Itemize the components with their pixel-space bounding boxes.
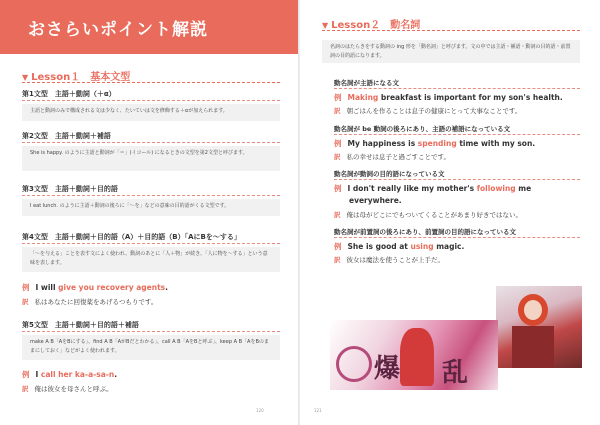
item3-note: I eat lunch. のように主語＋動詞の後ろに「～を」などの意味の目的語がくる文型です。	[22, 199, 280, 216]
item4-rule	[22, 243, 280, 244]
lesson1-title: ▼ Lesson１ 基本文型	[22, 72, 131, 83]
lesson1-rule	[22, 82, 280, 83]
section4-heading: 動名詞が前置詞の後ろにあり、前置詞の目的語になっている文	[334, 228, 516, 236]
example2: 例 I call her ka-a-sa-n.	[22, 370, 118, 379]
translation-tag: 訳	[22, 298, 29, 306]
character-body	[512, 326, 554, 368]
page-number-right: 121	[314, 408, 322, 413]
highlight: call her ka-a-sa-n	[40, 370, 115, 379]
item2-rule	[22, 142, 280, 143]
section2-example: 例 My happiness is spending time with my son.	[334, 139, 536, 148]
section4-rule	[334, 237, 580, 238]
example1: 例 I will give you recovery agents.	[22, 283, 168, 292]
scene-glyph: 乱	[442, 358, 469, 388]
highlight: using	[410, 242, 434, 251]
translation-tag: 訳	[334, 107, 341, 115]
page-number-left: 120	[256, 408, 264, 413]
section3-rule	[334, 179, 580, 180]
item1-note: 主語と動詞のみで構成される文は少なく、たいていは文を修飾する＋αが加えられます。	[22, 104, 280, 121]
translation-tag: 訳	[22, 385, 29, 393]
section1-example: 例 Making breakfast is important for my son's health.	[334, 93, 563, 102]
section3-example-cont: everywhere.	[349, 196, 402, 205]
lesson2-intro: 名詞のはたらきをする動詞の ing 形を「動名詞」と呼びます。文の中では主語・補語・動詞の目的語・前置詞の目的語になります。	[322, 40, 580, 63]
triangle-icon: ▼	[322, 21, 329, 30]
section1-rule	[334, 88, 580, 89]
translation2: 訳 俺は彼女を母さんと呼ぶ。	[22, 385, 113, 393]
item2-heading: 第2文型 主語＋動詞＋補語	[22, 132, 111, 140]
item4-heading: 第4文型 主語＋動詞＋目的語（A）＋目的語（B）「AにBを～する」	[22, 233, 241, 241]
translation1: 訳 私はあなたに回復薬をあげるつもりです。	[22, 298, 158, 306]
item1-rule	[22, 100, 280, 101]
item2-note: She is happy. のように主語と動詞が「＝」(イコール) になるときの文型を第2文型と呼びます。	[22, 146, 280, 171]
section4-example: 例 She is good at using magic.	[334, 242, 465, 251]
character-figure	[400, 328, 434, 386]
example-tag: 例	[334, 93, 342, 102]
example-tag: 例	[334, 139, 342, 148]
item5-rule	[22, 331, 280, 332]
section2-rule	[334, 134, 580, 135]
right-page	[300, 0, 600, 425]
highlight: spending	[417, 139, 457, 148]
scene-glyph: 爆	[374, 354, 401, 384]
section4-translation: 訳 彼女は魔法を使うことが上手だ。	[334, 256, 444, 264]
highlight: give you recovery agents	[58, 283, 166, 292]
triangle-icon: ▼	[22, 73, 29, 82]
item5-note: make A B「AをBにする」、find A B「AがBだとわかる」、call A B「AをBと呼ぶ」、keep A B「AをBのままにしておく」などがよく使われます。	[22, 335, 280, 360]
section1-translation: 訳 朝ごはんを作ることは息子の健康にとって大事なことです。	[334, 107, 522, 115]
magic-circle	[336, 346, 372, 382]
lesson2-title: ▼ Lesson２ 動名詞	[322, 20, 421, 31]
page-banner: おさらいポイント解説	[0, 0, 300, 54]
example-tag: 例	[22, 283, 30, 292]
highlight: following	[476, 184, 516, 193]
section3-heading: 動名詞が動詞の目的語になっている文	[334, 170, 445, 178]
section1-heading: 動名詞が主語になる文	[334, 79, 399, 87]
item5-heading: 第5文型 主語＋動詞＋目的語＋補語	[22, 321, 139, 329]
item1-heading: 第1文型 主語＋動詞（＋α）	[22, 90, 116, 98]
example-tag: 例	[334, 184, 342, 193]
anime-scene-image	[330, 320, 498, 390]
character-face	[518, 294, 548, 326]
example-tag: 例	[334, 242, 342, 251]
section2-translation: 訳 私の幸せは息子と過ごすことです。	[334, 153, 450, 161]
anime-character-image	[496, 286, 582, 368]
translation-tag: 訳	[334, 256, 341, 264]
section2-heading: 動名詞が be 動詞の後ろにあり、主語の補語になっている文	[334, 125, 511, 133]
item3-rule	[22, 195, 280, 196]
example-tag: 例	[22, 370, 30, 379]
item3-heading: 第3文型 主語＋動詞＋目的語	[22, 185, 118, 193]
translation-tag: 訳	[334, 153, 341, 161]
section3-example: 例 I don't really like my mother's following me	[334, 184, 532, 193]
translation-tag: 訳	[334, 211, 341, 219]
highlight: Making	[347, 93, 379, 102]
lesson2-rule	[322, 30, 580, 31]
item4-note: 「～を与える」ことを表す文によく使われ、動詞のあとに「人＋物」が続き、「人に物を～する」という意味を表します。	[22, 247, 280, 272]
section3-translation: 訳 俺は母がどこにでもついてくることがあまり好きではない。	[334, 211, 522, 219]
